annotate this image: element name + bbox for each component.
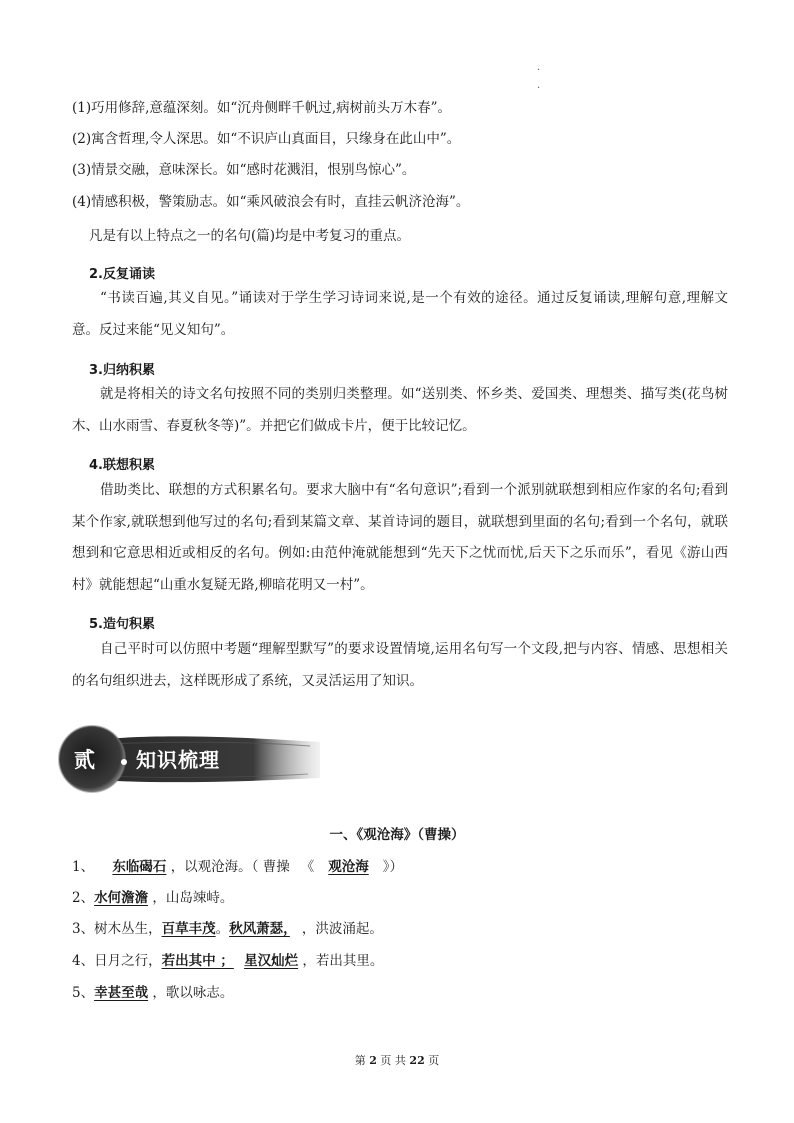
answer-blank: 东临碣石 bbox=[112, 859, 167, 875]
answer-blank: 若出其中 ； bbox=[161, 953, 234, 969]
feature-line-3: (3)情景交融，意味深长。如“感时花溅泪，恨别鸟惊心”。 bbox=[72, 162, 416, 178]
current-page: 2 bbox=[369, 1054, 377, 1067]
total-pages: 22 bbox=[409, 1054, 425, 1067]
answer-blank: 秋风萧瑟， bbox=[229, 921, 290, 937]
method-heading: 4.联想积累 bbox=[89, 458, 155, 473]
poem-line-4: 4、日月之行，若出其中 ； 星汉灿烂 ，若出其里。 bbox=[72, 953, 384, 969]
corner-mark: . bbox=[537, 80, 541, 91]
poem-line-1: 1、 东临碣石 ，以观沧海。（ 曹操 《 观沧海 》） bbox=[72, 859, 404, 875]
corner-mark: . bbox=[537, 62, 541, 73]
poem-line-2: 2、水何澹澹 ，山岛竦峙。 bbox=[72, 890, 234, 906]
method-text: 自己平时可以仿照中考题“理解型默写”的要求设置情境,运用名句写一个文段,把与内容、情感、思想相关的名句组织进去，这样既形成了系统，又灵活运用了知识。 bbox=[72, 641, 728, 689]
method-heading: 2.反复诵读 bbox=[89, 267, 155, 282]
answer-blank: 星汉灿烂 bbox=[244, 953, 299, 969]
method-heading: 5.造句积累 bbox=[89, 617, 155, 632]
feature-summary: 凡是有以上特点之一的名句(篇)均是中考复习的重点。 bbox=[89, 228, 411, 244]
answer-blank: 百草丰茂 bbox=[161, 921, 216, 937]
method-heading: 3.归纳积累 bbox=[89, 363, 155, 378]
method-text: 就是将相关的诗文名句按照不同的类别归类整理。如“送别类、怀乡类、爱国类、理想类、描写类(花鸟树木、山水雨雪、春夏秋冬等)”。并把它们做成卡片，便于比较记忆。 bbox=[72, 386, 728, 434]
poem-line-5: 5、幸甚至哉 ，歌以咏志。 bbox=[72, 985, 234, 1001]
method-text: 借助类比、联想的方式积累名句。要求大脑中有“名句意识”;看到一个派别就联想到相应作家的名句;看到某个作家,就联想到他写过的名句;看到某篇文章、某首诗词的题目，就联想到里面的名句;看到一个名句，就联想到和它意思相近或相反的名句。例如:由范仲淹就能想到“先天下之忧而忧,后天下之乐而乐”，看见《游山西村》就能想起“山重水复疑无路,柳暗花明又一村”。 bbox=[72, 482, 728, 593]
poem-line-3: 3、树木丛生，百草丰茂。秋风萧瑟， ，洪波涌起。 bbox=[72, 921, 383, 937]
page-footer: 第 2 页 共 22 页 bbox=[354, 1054, 440, 1067]
answer-blank: 观沧海 bbox=[328, 859, 369, 875]
banner-number: 贰 bbox=[74, 748, 95, 772]
banner-title: 知识梳理 bbox=[136, 748, 220, 772]
feature-line-4: (4)情感积极，警策励志。如“乘风破浪会有时，直挂云帆济沧海”。 bbox=[72, 194, 470, 210]
feature-line-1: (1)巧用修辞,意蕴深刻。如“沉舟侧畔千帆过,病树前头万木春”。 bbox=[72, 100, 452, 116]
method-text: “书读百遍,其义自见。”诵读对于学生学习诗词来说,是一个有效的途径。通过反复诵读,理解句意,理解文意。反过来能“见义知句”。 bbox=[72, 290, 728, 338]
section-title: 一、《观沧海》（曹操） bbox=[329, 827, 465, 843]
answer-blank: 幸甚至哉 bbox=[94, 985, 149, 1001]
answer-blank: 水何澹澹 bbox=[94, 890, 149, 906]
feature-line-2: (2)寓含哲理,令人深思。如“不识庐山真面目，只缘身在此山中”。 bbox=[72, 131, 461, 147]
